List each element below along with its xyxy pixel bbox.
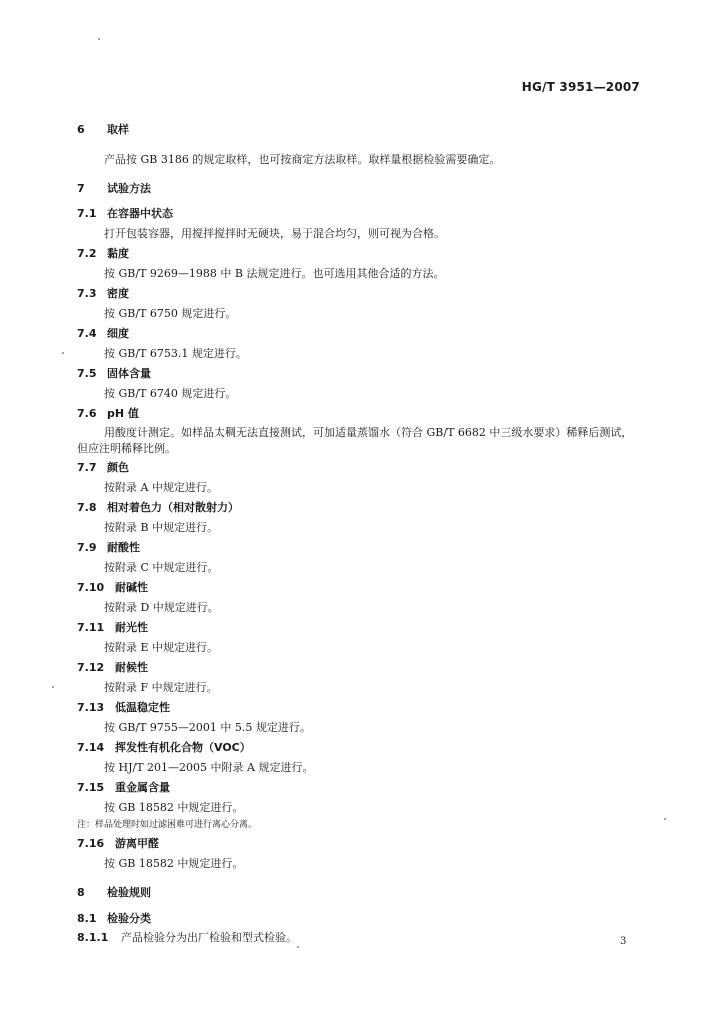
section-7-9-text: 按附录 C 中规定进行。 (104, 561, 219, 574)
section-7-9-heading (77, 541, 642, 555)
section-title: 黏度 (107, 247, 129, 260)
section-8-heading (77, 886, 642, 900)
section-title: 固体含量 (107, 367, 151, 380)
section-title: 密度 (107, 287, 129, 300)
section-number: 7.13 (77, 701, 105, 714)
section-number: 8.1.1 (77, 931, 109, 944)
section-title: 游离甲醛 (115, 837, 159, 850)
section-7-6-heading (77, 407, 642, 421)
section-7-4-text: 按 GB/T 6753.1 规定进行。 (104, 347, 247, 360)
section-title: 耐碱性 (115, 581, 148, 594)
section-title: 挥发性有机化合物（VOC） (115, 741, 251, 754)
scan-speck (664, 818, 666, 820)
section-7-11-heading (77, 621, 642, 635)
section-7-heading (77, 182, 642, 196)
section-7-3-text: 按 GB/T 6750 规定进行。 (104, 307, 237, 320)
section-7-6-text: 用酸度计测定。如样品太稠无法直接测试，可加适量蒸馏水（符合 GB/T 6682 中三级水要求）稀释后测试，但应注明稀释比例。 (77, 426, 633, 455)
section-number: 7.9 (77, 541, 97, 554)
section-number: 7.3 (77, 287, 97, 300)
section-7-10-text: 按附录 D 中规定进行。 (104, 601, 219, 614)
standard-code: HG/T 3951—2007 (521, 80, 640, 94)
section-7-2-heading (77, 247, 642, 261)
section-title: 取样 (107, 123, 129, 136)
section-7-3-heading (77, 287, 642, 301)
section-number: 7 (77, 182, 85, 195)
page-number: 3 (620, 936, 627, 947)
section-7-5-text: 按 GB/T 6740 规定进行。 (104, 387, 237, 400)
section-7-14-text: 按 HJ/T 201—2005 中附录 A 规定进行。 (104, 761, 314, 774)
section-number: 7.7 (77, 461, 97, 474)
scan-speck (98, 38, 100, 40)
section-7-16-text: 按 GB 18582 中规定进行。 (104, 857, 244, 870)
section-number: 6 (77, 123, 85, 136)
section-7-15-heading (77, 781, 642, 795)
section-6-heading (77, 123, 642, 137)
section-8-1-1 (77, 930, 642, 946)
section-title: 耐酸性 (107, 541, 140, 554)
section-7-16-heading (77, 837, 642, 851)
section-7-8-text: 按附录 B 中规定进行。 (104, 521, 219, 534)
section-7-7-heading (77, 461, 642, 475)
section-6-text: 产品按 GB 3186 的规定取样，也可按商定方法取样。取样量根据检验需要确定。 (104, 153, 501, 166)
section-number: 7.14 (77, 741, 105, 754)
section-7-15-text: 按 GB 18582 中规定进行。 (104, 801, 244, 814)
section-title: 颜色 (107, 461, 129, 474)
section-7-1-text: 打开包装容器，用搅拌搅拌时无硬块，易于混合均匀，则可视为合格。 (104, 227, 445, 240)
section-7-2-text: 按 GB/T 9269—1988 中 B 法规定进行。也可选用其他合适的方法。 (104, 267, 445, 280)
section-number: 7.15 (77, 781, 105, 794)
scan-speck (52, 686, 54, 688)
section-number: 8 (77, 886, 85, 899)
section-8-1-1-text: 产品检验分为出厂检验和型式检验。 (121, 931, 297, 944)
section-title: 低温稳定性 (115, 701, 170, 714)
section-7-10-heading (77, 581, 642, 595)
section-7-5-heading (77, 367, 642, 381)
section-number: 7.2 (77, 247, 97, 260)
section-7-7-text: 按附录 A 中规定进行。 (104, 481, 218, 494)
section-title: 检验分类 (107, 912, 151, 925)
section-number: 7.16 (77, 837, 105, 850)
document-body (77, 120, 642, 946)
section-title: 重金属含量 (115, 781, 170, 794)
section-7-12-heading (77, 661, 642, 675)
section-number: 7.4 (77, 327, 97, 340)
section-title: 耐光性 (115, 621, 148, 634)
section-7-13-text: 按 GB/T 9755—2001 中 5.5 规定进行。 (104, 721, 311, 734)
section-7-15-note: 注：样品处理时如过滤困难可进行离心分离。 (77, 820, 258, 830)
section-title: pH 值 (107, 407, 139, 420)
section-number: 7.8 (77, 501, 97, 514)
scan-speck (297, 946, 299, 948)
section-number: 7.5 (77, 367, 97, 380)
section-number: 7.1 (77, 207, 97, 220)
section-7-1-heading (77, 207, 642, 221)
scan-speck (62, 352, 64, 354)
section-7-4-heading (77, 327, 642, 341)
section-8-1-heading (77, 912, 642, 926)
section-7-12-text: 按附录 F 中规定进行。 (104, 681, 218, 694)
section-7-8-heading (77, 501, 642, 515)
section-number: 7.10 (77, 581, 105, 594)
section-title: 检验规则 (107, 886, 151, 899)
section-number: 7.6 (77, 407, 97, 420)
section-title: 相对着色力（相对散射力） (107, 501, 239, 514)
section-number: 7.11 (77, 621, 105, 634)
section-7-11-text: 按附录 E 中规定进行。 (104, 641, 219, 654)
section-title: 细度 (107, 327, 129, 340)
section-7-13-heading (77, 701, 642, 715)
section-7-14-heading (77, 741, 642, 755)
section-title: 在容器中状态 (107, 207, 173, 220)
section-title: 试验方法 (107, 182, 151, 195)
section-number: 7.12 (77, 661, 105, 674)
section-title: 耐候性 (115, 661, 148, 674)
section-number: 8.1 (77, 912, 97, 925)
